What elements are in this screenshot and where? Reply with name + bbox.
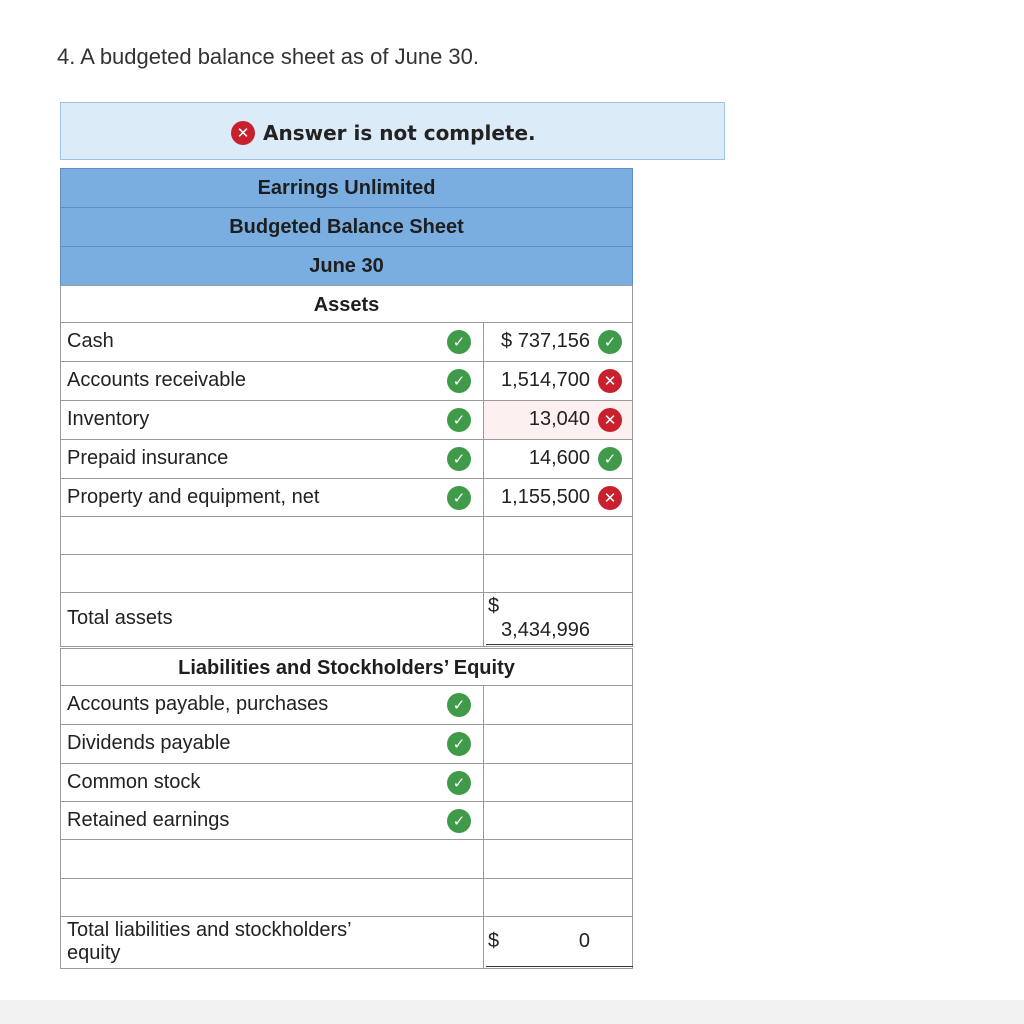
- dollar-sign: $: [488, 595, 500, 617]
- row-label[interactable]: Accounts payable, purchases: [67, 693, 329, 715]
- sheet-title: Budgeted Balance Sheet: [229, 216, 464, 238]
- check-icon: ✓: [598, 330, 622, 354]
- table-row: [60, 764, 633, 802]
- total-assets-row: [60, 593, 633, 647]
- table-row: [60, 323, 633, 362]
- page-footer-band: [0, 1000, 1024, 1024]
- double-underline: [486, 644, 633, 645]
- sheet-date: June 30: [309, 255, 384, 277]
- table-row: [60, 686, 633, 725]
- check-icon: ✓: [598, 447, 622, 471]
- amount-input[interactable]: [484, 479, 632, 516]
- row-label[interactable]: Dividends payable: [67, 732, 231, 754]
- date-row: [60, 246, 633, 285]
- amount-input[interactable]: [484, 879, 632, 916]
- table-row: [60, 479, 633, 517]
- amount-input[interactable]: [484, 802, 632, 839]
- liabilities-header: Liabilities and Stockholders’ Equity: [178, 657, 515, 679]
- assets-header-row: [60, 285, 633, 323]
- amount-input[interactable]: [484, 725, 632, 763]
- banner-text: Answer is not complete.: [263, 121, 536, 145]
- amount-input[interactable]: [484, 440, 632, 478]
- total-liabilities-label-line1: Total liabilities and stockholders’: [67, 919, 352, 941]
- total-liabilities-label-line2: equity: [67, 942, 121, 964]
- answer-status-banner: [60, 102, 725, 160]
- total-liabilities-amount: 0: [578, 930, 590, 952]
- label-input[interactable]: [61, 517, 484, 554]
- row-label[interactable]: Common stock: [67, 771, 201, 793]
- row-label[interactable]: Accounts receivable: [67, 369, 246, 391]
- amount-input[interactable]: [484, 323, 632, 361]
- company-name: Earrings Unlimited: [257, 177, 436, 199]
- check-icon: ✓: [447, 447, 471, 471]
- error-icon: ✕: [598, 369, 622, 393]
- empty-row: [60, 840, 633, 879]
- amount-input[interactable]: [484, 840, 632, 878]
- assets-header: Assets: [313, 294, 380, 316]
- amount-input[interactable]: [484, 401, 632, 439]
- check-icon: ✓: [447, 486, 471, 510]
- check-icon: ✓: [447, 809, 471, 833]
- row-label[interactable]: Cash: [67, 330, 114, 352]
- check-icon: ✓: [447, 693, 471, 717]
- question-text: 4. A budgeted balance sheet as of June 30.: [57, 44, 480, 69]
- table-row: [60, 440, 633, 479]
- table-row: [60, 802, 633, 840]
- row-label[interactable]: Prepaid insurance: [67, 447, 229, 469]
- check-icon: ✓: [447, 732, 471, 756]
- liabilities-header-row: [60, 648, 633, 686]
- amount-value: 1,155,500: [501, 486, 590, 508]
- check-icon: ✓: [447, 408, 471, 432]
- row-label[interactable]: Inventory: [67, 408, 150, 430]
- amount-value: $ 737,156: [501, 330, 590, 352]
- amount-input[interactable]: [484, 686, 632, 724]
- table-row: [60, 362, 633, 401]
- amount-input[interactable]: [484, 764, 632, 801]
- table-row: [60, 725, 633, 764]
- amount-value: 1,514,700: [501, 369, 590, 391]
- empty-row: [60, 879, 633, 917]
- double-underline: [486, 966, 633, 967]
- amount-value: 14,600: [528, 447, 590, 469]
- total-assets-amount: 3,434,996: [501, 619, 590, 641]
- company-name-row: [60, 168, 633, 207]
- error-icon: ✕: [598, 486, 622, 510]
- empty-row: [60, 555, 633, 593]
- check-icon: ✓: [447, 771, 471, 795]
- empty-row: [60, 517, 633, 555]
- amount-input[interactable]: [484, 517, 632, 554]
- amount-input[interactable]: [484, 555, 632, 592]
- row-label[interactable]: Property and equipment, net: [67, 486, 320, 508]
- total-assets-label: Total assets: [67, 607, 173, 629]
- total-liabilities-value: [484, 917, 632, 968]
- title-row: [60, 207, 633, 246]
- total-liabilities-row: [60, 917, 633, 969]
- label-input[interactable]: [61, 555, 484, 592]
- row-label[interactable]: Retained earnings: [67, 809, 230, 831]
- check-icon: ✓: [447, 330, 471, 354]
- amount-input[interactable]: [484, 362, 632, 400]
- label-input[interactable]: [61, 840, 484, 878]
- total-assets-value: [484, 593, 632, 646]
- amount-value: 13,040: [528, 408, 590, 430]
- error-icon: ✕: [598, 408, 622, 432]
- dollar-sign: $: [488, 930, 500, 952]
- error-icon: ✕: [231, 121, 255, 145]
- table-row: [60, 401, 633, 440]
- check-icon: ✓: [447, 369, 471, 393]
- label-input[interactable]: [61, 879, 484, 916]
